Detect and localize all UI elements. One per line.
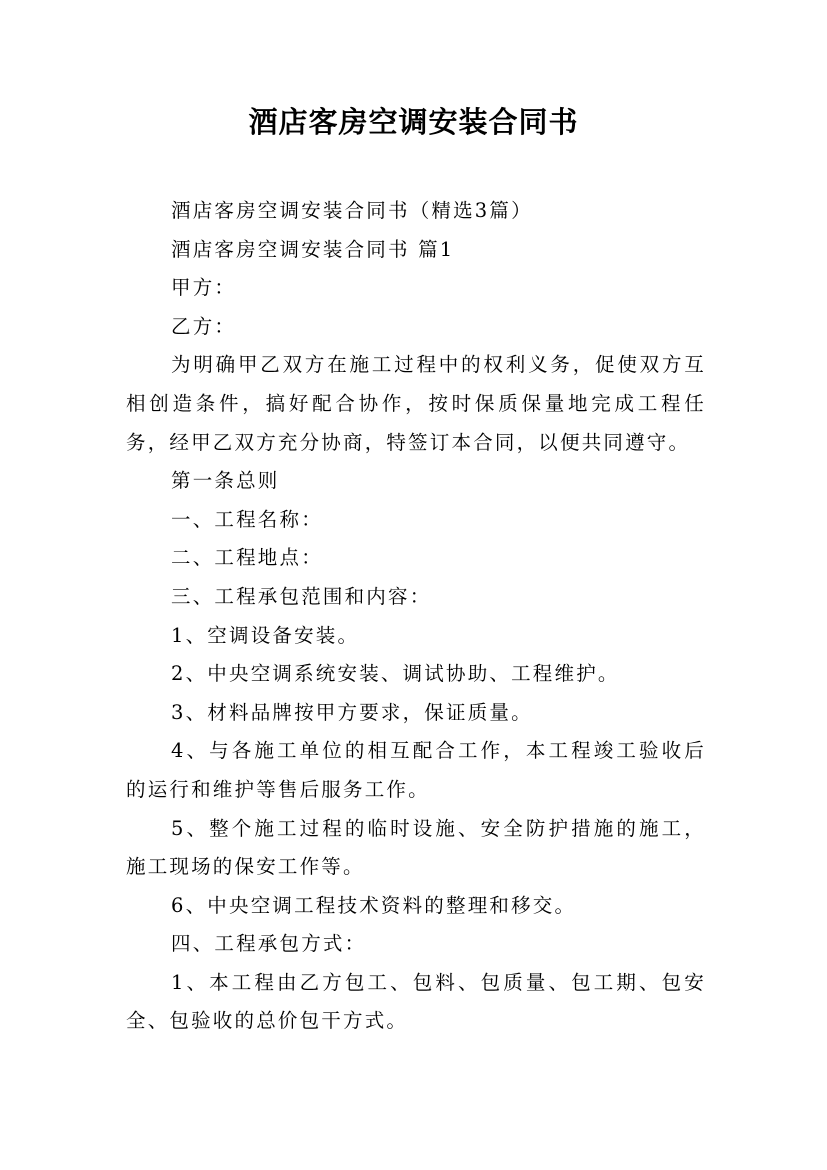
- clause-contract-method: 四、工程承包方式：: [171, 932, 367, 956]
- clause-project-location: 二、工程地点：: [171, 546, 323, 570]
- scope-item: 3、材料品牌按甲方要求，保证质量。: [171, 700, 533, 724]
- preamble-paragraph: 为明确甲乙双方在施工过程中的权利义务，促使双方互相创造条件，搞好配合协作，按时保质保量地完成工程任务，经甲乙双方充分协商，特签订本合同，以便共同遵守。: [126, 353, 706, 454]
- scope-item: 4、与各施工单位的相互配合工作，本工程竣工验收后的运行和维护等售后服务工作。: [126, 739, 706, 801]
- scope-item: 1、空调设备安装。: [171, 623, 360, 647]
- scope-item: 5、整个施工过程的临时设施、安全防护措施的施工，施工现场的保安工作等。: [126, 816, 706, 879]
- party-b-line: 乙方：: [171, 314, 237, 338]
- scope-item: 2、中央空调系统安装、调试协助、工程维护。: [171, 662, 620, 686]
- article-heading: 第一条总则: [171, 469, 280, 493]
- scope-item: 6、中央空调工程技术资料的整理和移交。: [171, 893, 577, 917]
- document-body: [126, 192, 706, 1041]
- subtitle-paragraph: 酒店客房空调安装合同书（精选3篇）: [171, 199, 533, 222]
- party-a-line: 甲方：: [171, 276, 237, 300]
- section-heading: 酒店客房空调安装合同书 篇1: [171, 237, 455, 261]
- document-title: 酒店客房空调安装合同书: [248, 105, 579, 139]
- clause-project-name: 一、工程名称：: [171, 507, 323, 531]
- contract-method-item: 1、本工程由乙方包工、包料、包质量、包工期、包安全、包验收的总价包干方式。: [126, 970, 706, 1033]
- clause-scope: 三、工程承包范围和内容：: [171, 584, 432, 608]
